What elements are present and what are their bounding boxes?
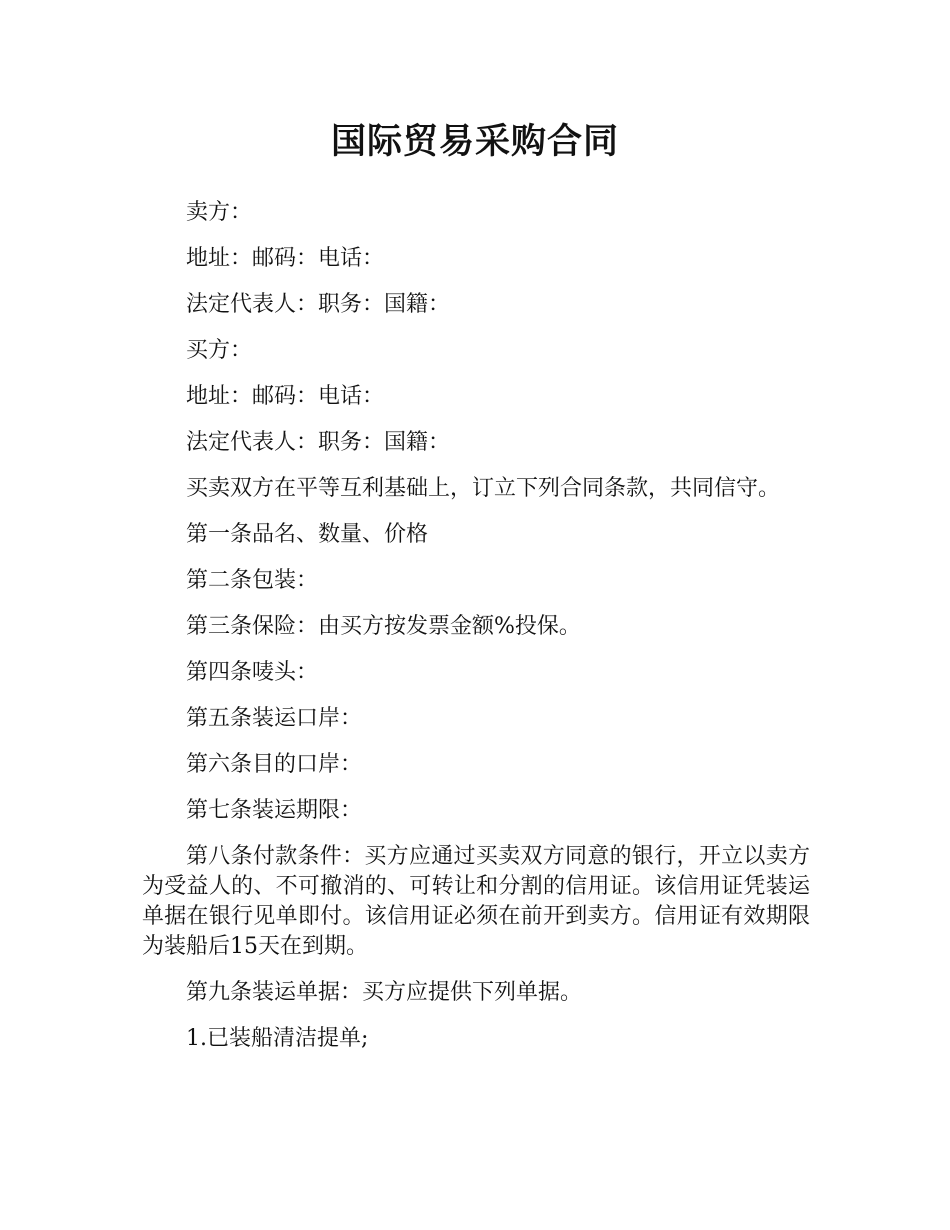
paragraph-article-3: 第三条保险：由买方按发票金额%投保。 xyxy=(186,614,581,639)
paragraph-item-1: 1.已装船清洁提单; xyxy=(186,1026,369,1051)
paragraph-article-2: 第二条包装： xyxy=(186,568,319,593)
paragraph-article-6: 第六条目的口岸： xyxy=(186,752,363,777)
paragraph-article-4: 第四条唛头： xyxy=(186,660,319,685)
paragraph-seller: 卖方： xyxy=(186,200,253,225)
paragraph-buyer: 买方： xyxy=(186,338,253,363)
paragraph-buyer-address: 地址：邮码：电话： xyxy=(186,384,385,409)
paragraph-buyer-representative: 法定代表人：职务：国籍： xyxy=(186,430,451,455)
document-title: 国际贸易采购合同 xyxy=(330,122,619,162)
paragraph-article-1: 第一条品名、数量、价格 xyxy=(186,522,429,547)
paragraph-article-9: 第九条装运单据：买方应提供下列单据。 xyxy=(186,980,583,1005)
paragraph-seller-representative: 法定代表人：职务：国籍： xyxy=(186,292,451,317)
paragraph-article-7: 第七条装运期限： xyxy=(186,798,363,823)
paragraph-preamble: 买卖双方在平等互利基础上，订立下列合同条款，共同信守。 xyxy=(186,476,781,501)
paragraph-article-8: 第八条付款条件：买方应通过买卖双方同意的银行，开立以卖方为受益人的、不可撤消的、可转让和分割的信用证。该信用证凭装运单据在银行见单即付。该信用证必须在前开到卖方。信用证有效期限为装船后15天在到期。 xyxy=(142,844,810,959)
document-body xyxy=(142,198,810,1070)
paragraph-seller-address: 地址：邮码：电话： xyxy=(186,246,385,271)
paragraph-article-5: 第五条装运口岸： xyxy=(186,706,363,731)
